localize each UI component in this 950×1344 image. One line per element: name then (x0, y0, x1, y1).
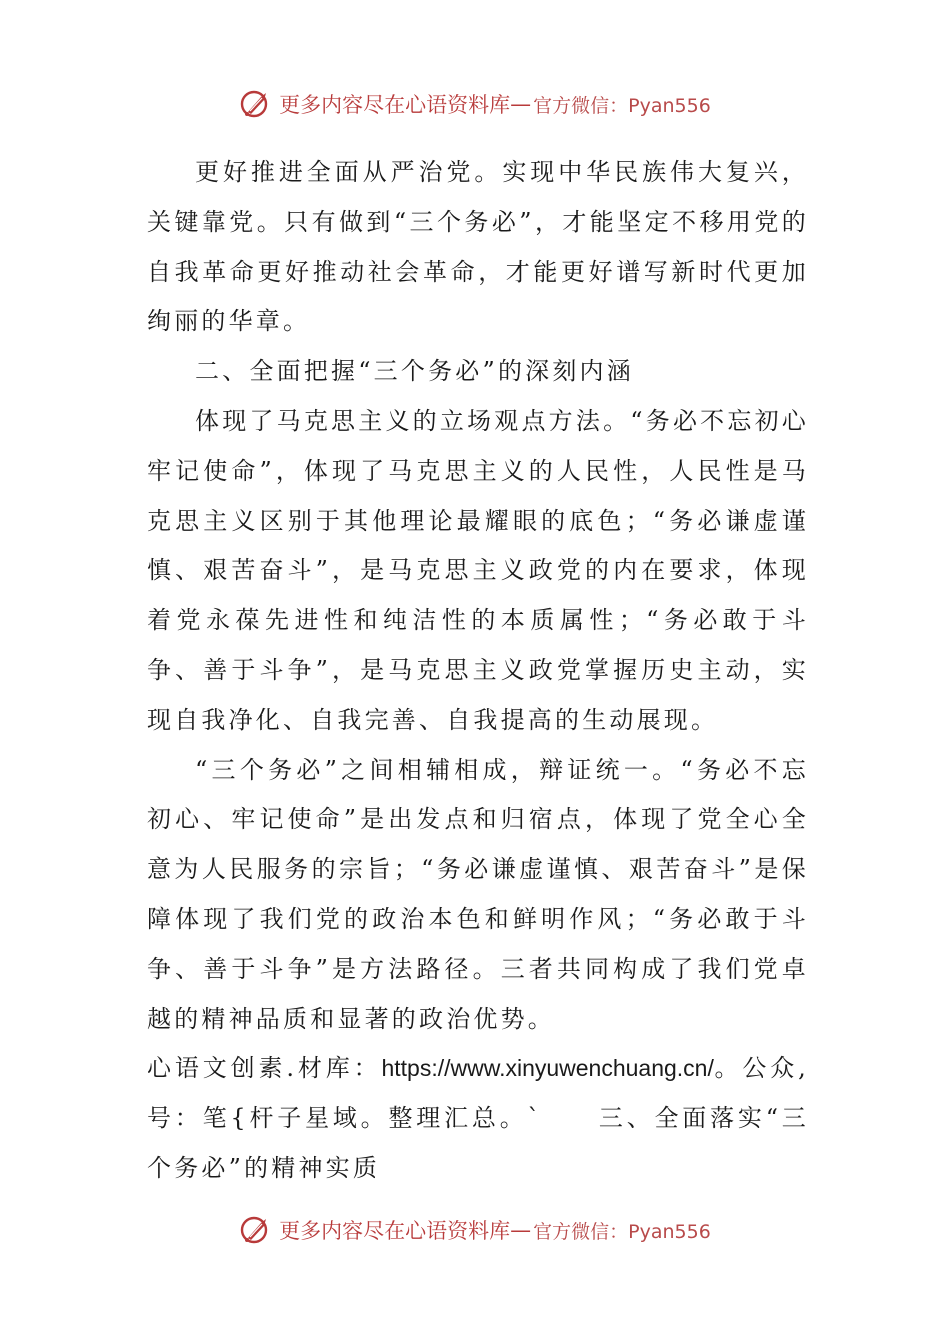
paragraph-4: “三个务必”之间相辅相成，辩证统一。“务必不忘初心、牢记使命”是出发点和归宿点，体现了党全心全意为人民服务的宗旨；“务必谦虚谨慎、艰苦奋斗”是保障体现了我们党的政治本色和鲜明作风；“务必敢于斗争、善于斗争”是方法路径。三者共同构成了我们党卓越的精神品质和显著的政治优势。 (147, 755, 809, 1033)
banner-separator: — (510, 1218, 532, 1242)
pen-nib-logo-icon (239, 87, 273, 121)
source-url-link[interactable]: https://www.xinyuwenchuang.cn/ (381, 1055, 714, 1082)
banner-separator: — (510, 92, 532, 116)
source-note-prefix: 心语文创素.材库： (147, 1054, 382, 1083)
footer-banner (0, 1210, 950, 1250)
source-note-paragraph (147, 1044, 809, 1193)
pen-nib-logo-icon (239, 1213, 273, 1247)
banner-wechat-text: 官方微信：Pyan556 (533, 1220, 711, 1243)
header-banner (0, 84, 950, 124)
banner-brand-text: 更多内容尽在心语资料库 (279, 93, 511, 117)
banner-wechat-text: 官方微信：Pyan556 (533, 94, 711, 117)
source-note-suffix: 。公众,号：笔{杆子星域。整理汇总。` 三、全面落实“三个务必”的精神实质 (147, 1054, 809, 1182)
banner-brand-text: 更多内容尽在心语资料库 (279, 1219, 511, 1243)
document-body (147, 148, 809, 1194)
paragraph-3: 体现了马克思主义的立场观点方法。“务必不忘初心牢记使命”，体现了马克思主义的人民性，人民性是马克思主义区别于其他理论最耀眼的底色；“务必谦虚谨慎、艰苦奋斗”，是马克思主义政党的内在要求，体现着党永葆先进性和纯洁性的本质属性；“务必敢于斗争、善于斗争”，是马克思主义政党掌握历史主动，实现自我净化、自我完善、自我提高的生动展现。 (147, 406, 809, 734)
section-heading-2: 二、全面把握“三个务必”的深刻内涵 (195, 357, 634, 386)
paragraph-1: 更好推进全面从严治党。实现中华民族伟大复兴，关键靠党。只有做到“三个务必”，才能坚定不移用党的自我革命更好推动社会革命，才能更好谱写新时代更加绚丽的华章。 (147, 158, 809, 336)
